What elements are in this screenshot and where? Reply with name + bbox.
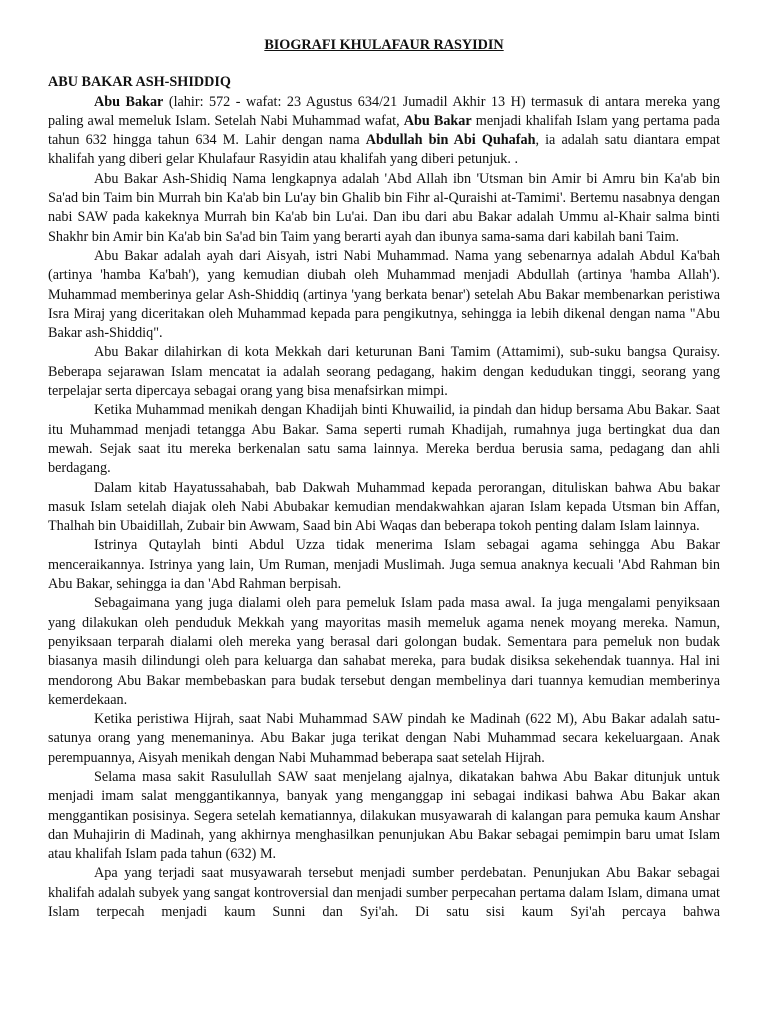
paragraph-5: Ketika Muhammad menikah dengan Khadijah binti Khuwailid, ia pindah dan hidup bersama Abu Bakar. Saat itu Muhammad menjadi tetangga Abu Bakar. Sama seperti rumah Khadijah, rumahnya juga bertingkat dua dan mewah. Sejak saat itu mereka berkenalan satu sama lainnya. Mereka berdua berusia sama, pedagang dan ahli berdagang. [48,402,720,477]
paragraph-10: Selama masa sakit Rasulullah SAW saat menjelang ajalnya, dikatakan bahwa Abu Bakar ditunjuk untuk menjadi imam salat menggantikannya, banyak yang menganggap ini sebagai indikasi bahwa Abu Bakar akan menggantikan posisinya. Segera setelah kematiannya, dilakukan musyawarah di kalangan para pemuka kaum Anshar dan Muhajirin di Madinah, yang akhirnya menghasilkan penunjukan Abu Bakar sebagai pemimpin baru umat Islam atau khalifah Islam pada tahun (632) M. [48,768,720,863]
paragraph-4: Abu Bakar dilahirkan di kota Mekkah dari keturunan Bani Tamim (Attamimi), sub-suku bangsa Quraisy. Beberapa sejarawan Islam mencatat ia adalah seorang pedagang, hakim dengan kedudukan tinggi, seorang yang terpelajar serta dipercaya sebagai orang yang bisa menafsirkan mimpi. [48,344,720,400]
paragraph-7: Istrinya Qutaylah binti Abdul Uzza tidak menerima Islam sebagai agama sehingga Abu Bakar menceraikannya. Istrinya yang lain, Um Ruman, menjadi Muslimah. Juga semua anaknya kecuali 'Abd Rahman bin Abu Bakar, sehingga ia dan 'Abd Rahman berpisah. [48,537,720,593]
paragraph-1-text-3: , ia adalah satu diantara empat khalifah yang diberi gelar Khulafaur Rasyidin atau khalifah yang diberi petunjuk. . [48,132,721,168]
paragraph-9: Ketika peristiwa Hijrah, saat Nabi Muhammad SAW pindah ke Madinah (622 M), Abu Bakar adalah satu-satunya orang yang menemaninya. Abu Bakar juga terikat dengan Nabi Muhammad secara kekeluargaan. Anak perempuannya, Aisyah menikah dengan Nabi Muhammad beberapa saat setelah Hijrah. [48,711,720,766]
document-title: BIOGRAFI KHULAFAUR RASYIDIN [264,37,504,53]
paragraph-1-text-2: menjadi khalifah Islam yang pertama pada tahun 632 hingga tahun 634 M. Lahir dengan nama [48,112,720,149]
paragraph-2: Abu Bakar Ash-Shidiq Nama lengkapnya adalah 'Abd Allah ibn 'Utsman bin Amir bi Amru bin Ka'ab bin Sa'ad bin Taim bin Murrah bin Ka'ab bin Lu'ay bin Ghalib bin Fihr al-Quraishi at-Tamimi'. Bertemu nasabnya dengan nabi SAW pada kakeknya Murrah bin Ka'ab bin Lu'ai. Dan ibu dari abu Bakar adalah Ummu al-Khair salma binti Shakhr bin Amir bin Ka'ab bin Sa'ad bin Taim yang berarti ayah dan ibunya sama-sama dari kabilah bani Taim. [48,170,720,245]
paragraph-6: Dalam kitab Hayatussahabah, bab Dakwah Muhammad kepada perorangan, dituliskan bahwa Abu bakar masuk Islam setelah diajak oleh Nabi Abubakar kemudian mendakwahkan ajaran Islam kepada Utsman bin Affan, Thalhah bin Ubaidillah, Zubair bin Awwam, Saad bin Abi Waqas dan beberapa tokoh penting dalam Islam lainnya. [48,479,720,535]
section-heading: ABU BAKAR ASH-SHIDDIQ [48,74,231,91]
paragraph-1 [48,93,720,170]
paragraph-1-text-1: (lahir: 572 - wafat: 23 Agustus 634/21 Jumadil Akhir 13 H) termasuk di antara mereka yang paling awal memeluk Islam. Setelah Nabi Muhammad wafat, [48,93,720,129]
paragraph-11: Apa yang terjadi saat musyawarah tersebut menjadi sumber perdebatan. Penunjukan Abu Bakar sebagai khalifah adalah subyek yang sangat kontroversial dan menjadi sumber perpecahan pertama dalam Islam, dimana umat Islam terpecah menjadi kaum Sunni dan Syi'ah. Di satu sisi kaum Syi'ah percaya bahwa [48,865,720,921]
paragraph-3: Abu Bakar adalah ayah dari Aisyah, istri Nabi Muhammad. Nama yang sebenarnya adalah Abdul Ka'bah (artinya 'hamba Ka'bah'), yang kemudian diubah oleh Muhammad menjadi Abdullah (artinya 'hamba Allah'). Muhammad memberinya gelar Ash-Shiddiq (artinya 'yang berkata benar') setelah Abu Bakar membenarkan peristiwa Isra Miraj yang diceritakan oleh Muhammad kepada para pengikutnya, sehingga ia lebih dikenal dengan nama "Abu Bakar ash-Shiddiq". [48,247,720,342]
bold-full-name: Abdullah bin Abi Quhafah [365,132,536,149]
bold-name-abu-bakar: Abu Bakar [94,93,164,110]
bold-name-abu-bakar-2: Abu Bakar [403,112,472,129]
paragraph-8: Sebagaimana yang juga dialami oleh para pemeluk Islam pada masa awal. Ia juga mengalami penyiksaan yang dilakukan oleh penduduk Mekkah yang mayoritas masih memeluk agama nenek moyang mereka. Namun, penyiksaan terparah dialami oleh mereka yang berasal dari golongan budak. Sementara para pemeluk non budak biasanya masih dilindungi oleh para keluarga dan sahabat mereka, para budak disiksa sekehendak tuannya. Hal ini mendorong Abu Bakar membebaskan para budak tersebut dengan membelinya dari tuannya kemudian memberinya kemerdekaan. [48,595,720,708]
document-page [48,36,720,922]
